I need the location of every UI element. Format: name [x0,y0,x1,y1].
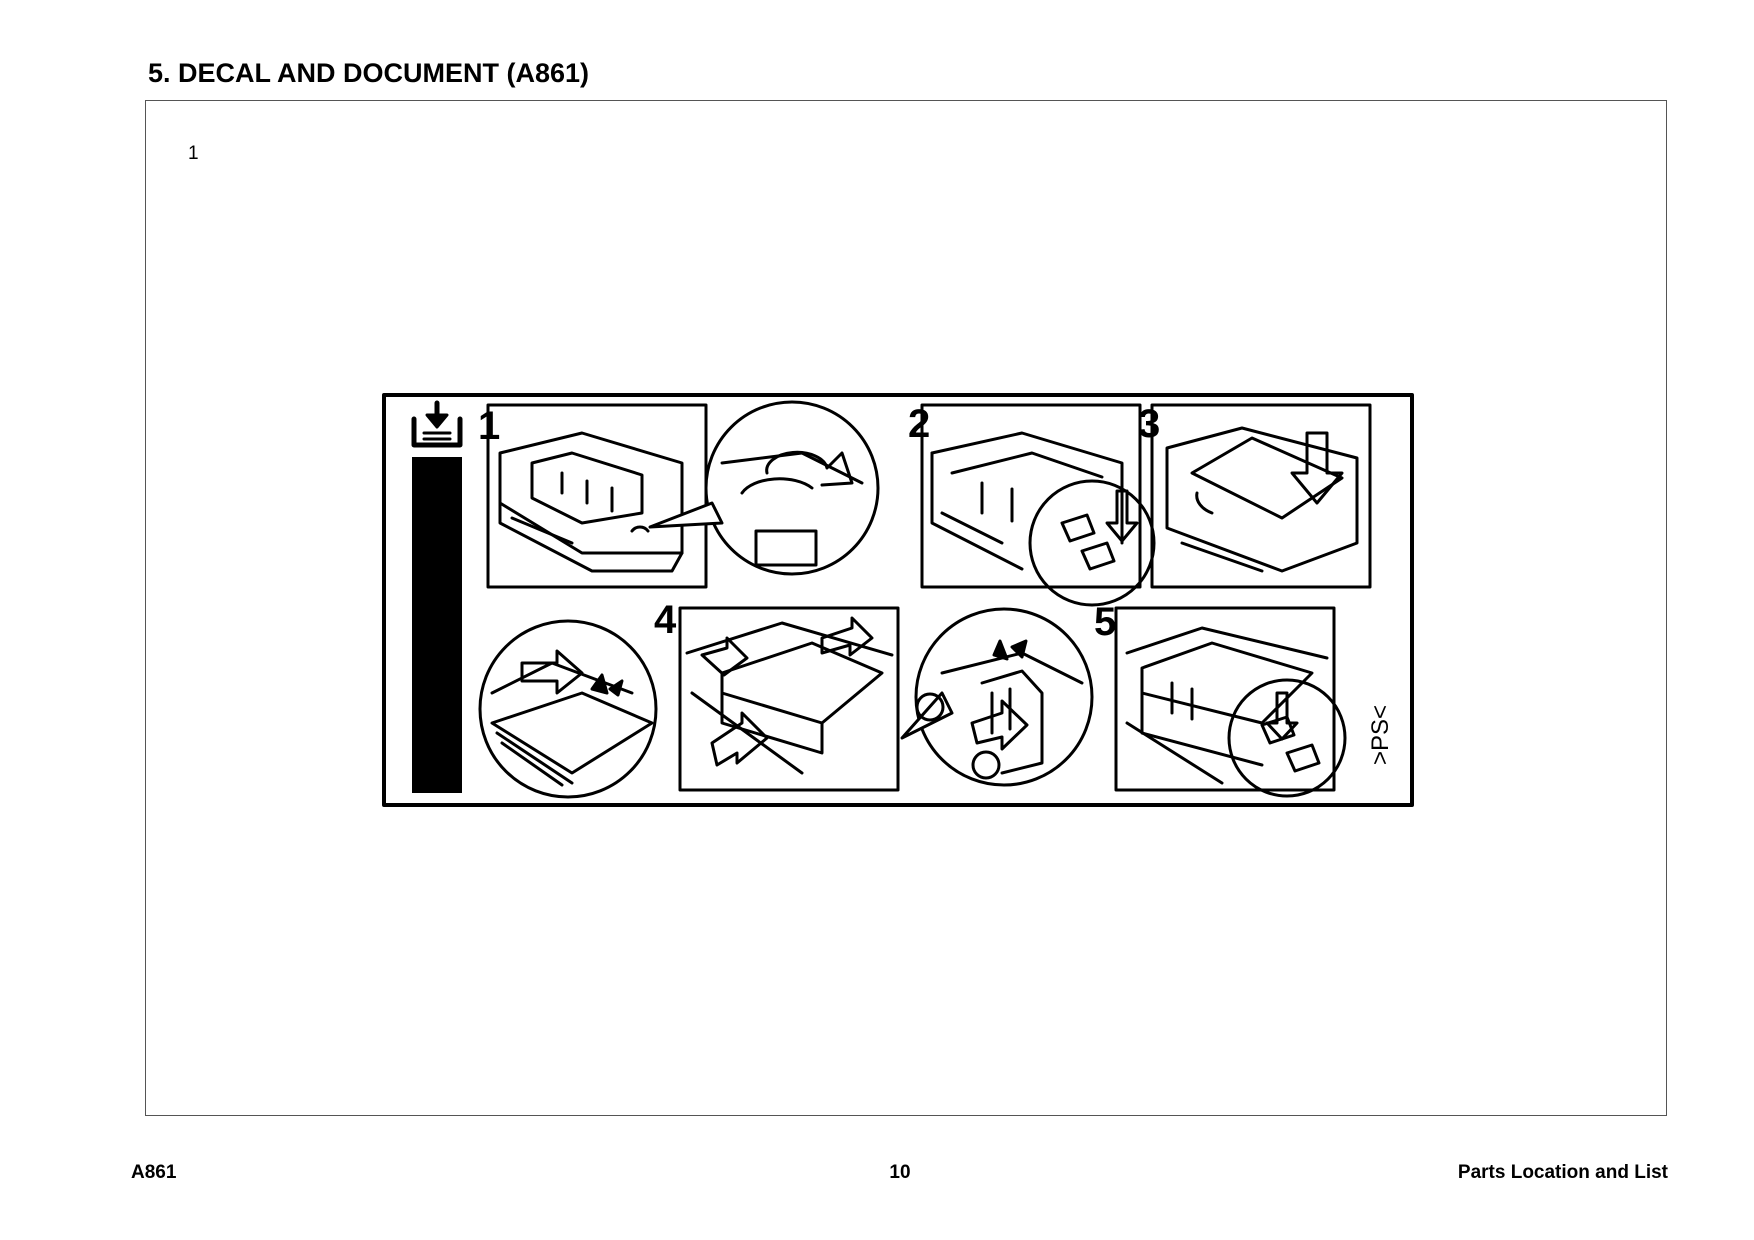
svg-text:5: 5 [1094,600,1117,644]
figure-frame [145,100,1667,1116]
footer-model: A861 [131,1162,177,1183]
paper-loading-decal [382,393,1414,807]
step-1-zoom [650,402,878,574]
step-4-left-zoom [480,621,656,797]
step-4-right-zoom [902,609,1092,785]
svg-text:1: 1 [478,404,501,448]
footer-page-number: 10 [889,1162,911,1183]
svg-text:2: 2 [908,402,931,446]
svg-text:3: 3 [1138,402,1161,446]
page-title: 5. DECAL AND DOCUMENT (A861) [148,58,590,88]
svg-text:4: 4 [654,598,677,642]
black-band [412,457,462,793]
footer-section: Parts Location and List [1457,1162,1668,1183]
step-3-panel [1152,405,1370,587]
step-4-panel [680,608,898,790]
tray-load-icon [414,403,460,445]
item-number-callout: 1 [188,143,199,164]
step-5-panel [1116,608,1345,796]
step-1-panel [488,405,706,587]
material-code: >PS< [1367,704,1395,766]
step-2-panel [922,405,1154,605]
